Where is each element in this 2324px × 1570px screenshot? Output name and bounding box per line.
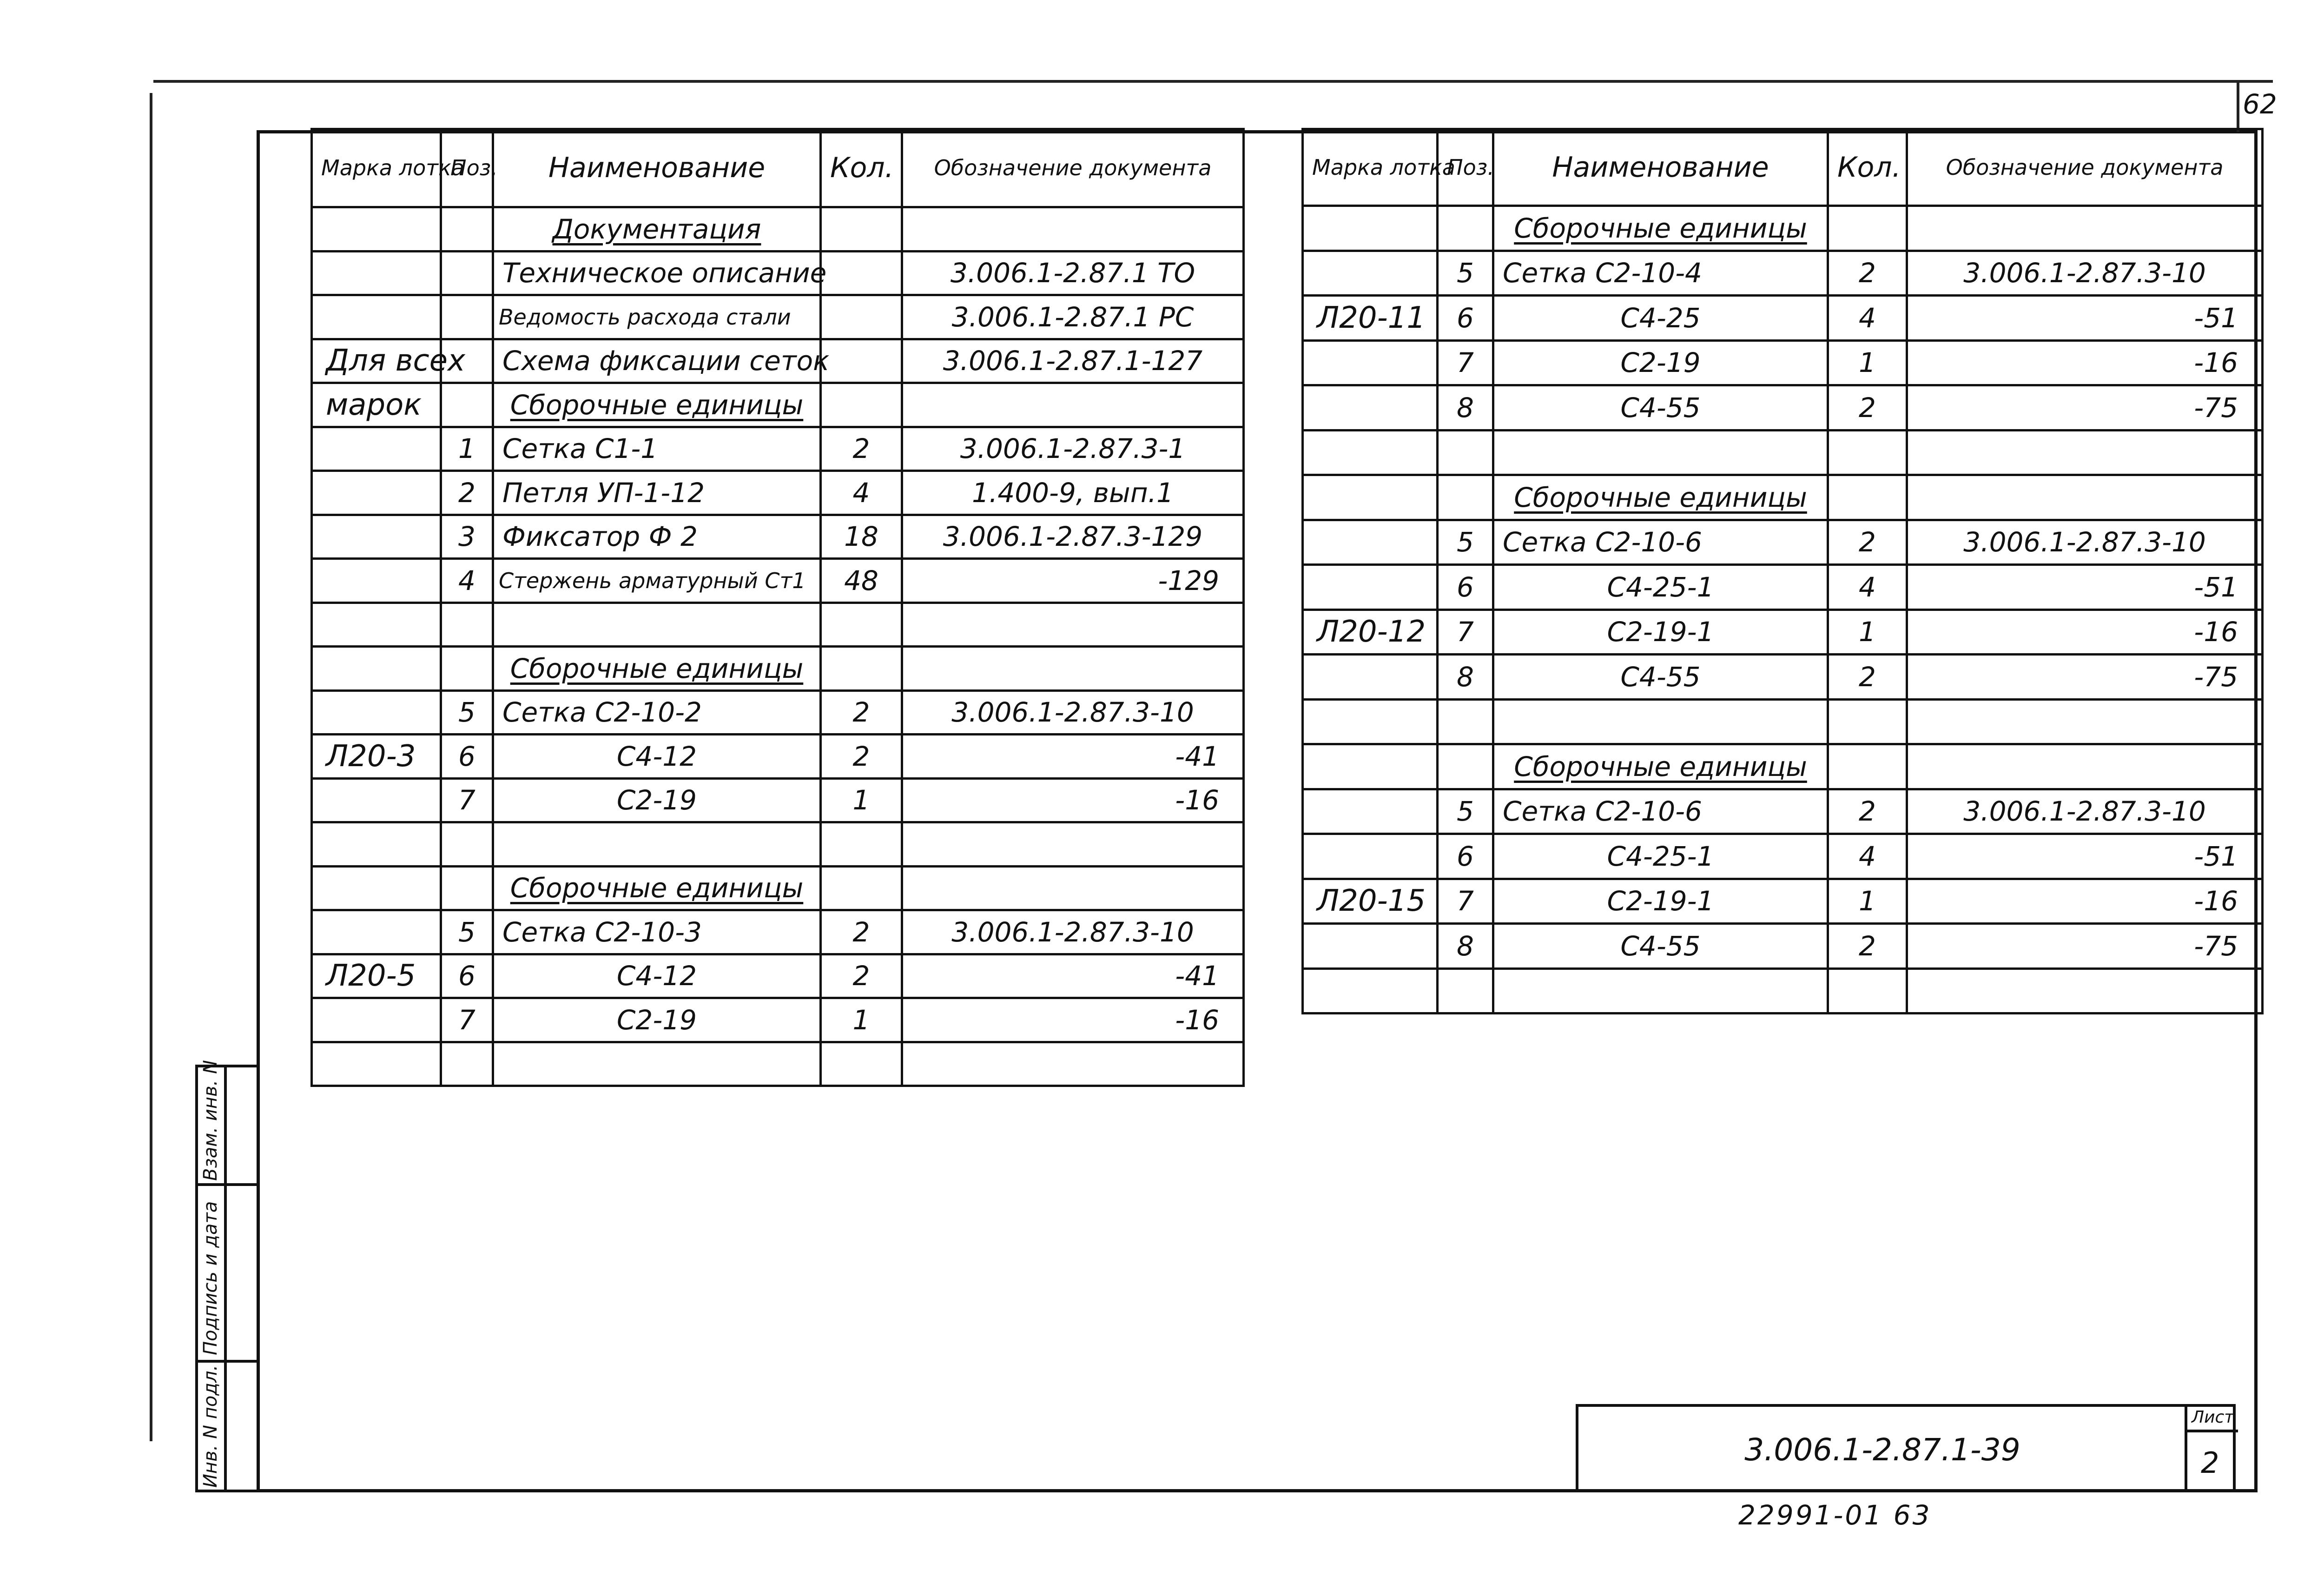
row-doc: 3.006.1-2.87.3-10 <box>1907 789 2263 834</box>
row-mark <box>1303 924 1438 969</box>
row-name: С4-25-1 <box>1493 565 1828 610</box>
row-mark: Для всех <box>312 339 441 383</box>
row-qty <box>821 339 902 383</box>
table-row <box>312 471 1244 515</box>
table-row <box>312 735 1244 779</box>
table-row <box>1303 206 2263 251</box>
row-mark <box>312 515 441 559</box>
row-qty <box>1828 699 1907 744</box>
table-row <box>1303 655 2263 700</box>
row-doc <box>902 866 1244 910</box>
row-qty: 2 <box>821 910 902 954</box>
row-qty: 2 <box>1828 385 1907 431</box>
row-pos: 8 <box>1438 385 1493 431</box>
row-name: С2-19 <box>493 778 821 822</box>
signature-date-label: Подпись и дата <box>200 1201 221 1355</box>
row-name: Сборочные единицы <box>493 647 821 691</box>
row-qty: 1 <box>1828 340 1907 385</box>
row-doc: 3.006.1-2.87.1 РС <box>902 295 1244 339</box>
row-mark <box>1303 251 1438 296</box>
side-stamp-row-line <box>195 1183 257 1186</box>
row-doc <box>1907 968 2263 1014</box>
row-qty: 1 <box>821 998 902 1042</box>
row-doc: 3.006.1-2.87.3-10 <box>1907 251 2263 296</box>
row-pos: 7 <box>441 998 493 1042</box>
row-pos: 5 <box>1438 251 1493 296</box>
row-mark <box>312 295 441 339</box>
table-header-row <box>1303 129 2263 206</box>
row-qty: 2 <box>1828 789 1907 834</box>
table-header-row <box>312 129 1244 207</box>
row-qty <box>1828 744 1907 789</box>
row-doc <box>1907 475 2263 520</box>
row-doc: -16 <box>1907 609 2263 655</box>
row-pos: 6 <box>1438 565 1493 610</box>
row-mark <box>312 207 441 252</box>
row-mark <box>312 251 441 295</box>
table-row <box>312 559 1244 603</box>
row-name: С2-19-1 <box>1493 609 1828 655</box>
table-row <box>1303 565 2263 610</box>
row-name: С4-55 <box>1493 924 1828 969</box>
row-pos <box>1438 968 1493 1014</box>
table-row <box>1303 699 2263 744</box>
row-doc: -41 <box>902 954 1244 998</box>
table-row <box>1303 430 2263 475</box>
binding-edge-line <box>150 93 152 1441</box>
row-mark <box>312 866 441 910</box>
row-qty <box>1828 430 1907 475</box>
row-name: Сборочные единицы <box>493 866 821 910</box>
row-pos: 4 <box>441 559 493 603</box>
row-pos: 5 <box>1438 520 1493 565</box>
row-pos <box>1438 699 1493 744</box>
row-name: Фиксатор Ф 2 <box>493 515 821 559</box>
row-doc <box>1907 744 2263 789</box>
row-name: Сетка С2-10-6 <box>1493 520 1828 565</box>
row-doc <box>902 383 1244 427</box>
row-name: Техническое описание <box>493 251 821 295</box>
row-pos: 3 <box>441 515 493 559</box>
row-doc: -75 <box>1907 655 2263 700</box>
row-name: Сборочные единицы <box>1493 475 1828 520</box>
row-mark <box>312 559 441 603</box>
row-mark <box>1303 655 1438 700</box>
row-doc <box>1907 699 2263 744</box>
row-qty: 4 <box>1828 565 1907 610</box>
row-pos: 6 <box>441 954 493 998</box>
row-doc: 3.006.1-2.87.3-10 <box>902 690 1244 735</box>
row-mark <box>312 603 441 647</box>
row-pos: 6 <box>1438 296 1493 341</box>
row-qty: 2 <box>1828 655 1907 700</box>
row-name <box>1493 699 1828 744</box>
table-row <box>1303 340 2263 385</box>
row-qty <box>821 251 902 295</box>
side-stamp-row-line <box>195 1360 257 1363</box>
table-row <box>312 954 1244 998</box>
row-mark <box>1303 789 1438 834</box>
table-row <box>1303 385 2263 431</box>
row-doc: 3.006.1-2.87.3-1 <box>902 427 1244 471</box>
row-doc: 1.400-9, вып.1 <box>902 471 1244 515</box>
row-qty: 2 <box>1828 520 1907 565</box>
spec-table-right <box>1301 128 2264 1014</box>
row-mark <box>1303 385 1438 431</box>
row-doc <box>902 603 1244 647</box>
table-row <box>1303 789 2263 834</box>
row-doc: 3.006.1-2.87.1 ТО <box>902 251 1244 295</box>
row-name: Петля УП-1-12 <box>493 471 821 515</box>
table-row <box>312 339 1244 383</box>
row-mark <box>312 1042 441 1086</box>
col-header-name: Наименование <box>1493 129 1828 206</box>
row-doc <box>902 822 1244 867</box>
row-qty <box>821 866 902 910</box>
row-qty <box>821 295 902 339</box>
row-mark <box>1303 430 1438 475</box>
row-qty <box>821 647 902 691</box>
row-name <box>493 822 821 867</box>
col-header-doc: Обозначение документа <box>902 129 1244 207</box>
row-pos: 5 <box>441 910 493 954</box>
table-row <box>312 690 1244 735</box>
row-pos <box>1438 430 1493 475</box>
table-row <box>1303 520 2263 565</box>
row-qty <box>1828 968 1907 1014</box>
table-row <box>312 515 1244 559</box>
row-mark <box>312 998 441 1042</box>
row-doc: -75 <box>1907 924 2263 969</box>
row-mark <box>312 778 441 822</box>
sheet-number: 62 <box>2243 88 2277 120</box>
row-name: С4-55 <box>1493 655 1828 700</box>
row-pos <box>441 647 493 691</box>
row-qty <box>1828 475 1907 520</box>
table-row <box>1303 879 2263 924</box>
table-row <box>1303 251 2263 296</box>
row-pos <box>1438 744 1493 789</box>
row-qty: 1 <box>1828 879 1907 924</box>
row-mark: Л20-3 <box>312 735 441 779</box>
row-name: Сетка С2-10-6 <box>1493 789 1828 834</box>
table-row <box>312 295 1244 339</box>
row-mark <box>1303 206 1438 251</box>
row-qty: 2 <box>1828 251 1907 296</box>
row-pos: 7 <box>1438 609 1493 655</box>
row-name: С4-25-1 <box>1493 834 1828 879</box>
row-doc: 3.006.1-2.87.1-127 <box>902 339 1244 383</box>
row-doc <box>1907 206 2263 251</box>
row-pos <box>441 251 493 295</box>
row-pos: 5 <box>441 690 493 735</box>
sheet-label: Лист <box>2192 1408 2234 1427</box>
row-name: Сетка С2-10-4 <box>1493 251 1828 296</box>
table-row <box>1303 744 2263 789</box>
row-name: Сетка С2-10-3 <box>493 910 821 954</box>
table-row <box>312 910 1244 954</box>
row-doc <box>902 1042 1244 1086</box>
row-mark <box>312 690 441 735</box>
row-mark: Л20-15 <box>1303 879 1438 924</box>
table-row <box>1303 834 2263 879</box>
document-code: 3.006.1-2.87.1-39 <box>1744 1432 2020 1468</box>
row-pos <box>441 383 493 427</box>
row-qty <box>821 207 902 252</box>
row-pos <box>441 603 493 647</box>
spec-table-left <box>310 128 1245 1087</box>
row-name: С2-19 <box>1493 340 1828 385</box>
table-row <box>312 647 1244 691</box>
col-header-doc: Обозначение документа <box>1907 129 2263 206</box>
row-pos <box>1438 206 1493 251</box>
row-name: С4-12 <box>493 954 821 998</box>
row-doc: -75 <box>1907 385 2263 431</box>
row-mark <box>312 910 441 954</box>
row-qty <box>821 822 902 867</box>
table-row <box>312 778 1244 822</box>
row-pos <box>1438 475 1493 520</box>
row-doc: -16 <box>1907 340 2263 385</box>
sheet-top-line <box>153 80 2273 83</box>
row-mark <box>1303 520 1438 565</box>
row-pos <box>441 866 493 910</box>
row-name: Сборочные единицы <box>1493 744 1828 789</box>
row-qty: 2 <box>1828 924 1907 969</box>
row-mark <box>312 471 441 515</box>
row-name <box>1493 430 1828 475</box>
row-qty: 2 <box>821 690 902 735</box>
row-name: С4-25 <box>1493 296 1828 341</box>
row-mark <box>1303 475 1438 520</box>
col-header-mark: Марка лотка <box>312 129 441 207</box>
table-row <box>312 207 1244 252</box>
row-mark: Л20-12 <box>1303 609 1438 655</box>
row-qty: 48 <box>821 559 902 603</box>
row-qty: 4 <box>1828 834 1907 879</box>
replace-inv-label: Взам. инв. N <box>200 1060 221 1181</box>
row-pos: 1 <box>441 427 493 471</box>
row-name: Ведомость расхода стали <box>493 295 821 339</box>
table-row <box>312 866 1244 910</box>
row-name <box>493 1042 821 1086</box>
row-name: Сборочные единицы <box>1493 206 1828 251</box>
row-qty <box>821 383 902 427</box>
table-row <box>1303 475 2263 520</box>
row-doc <box>1907 430 2263 475</box>
row-pos: 8 <box>1438 655 1493 700</box>
table-row <box>312 383 1244 427</box>
row-qty: 2 <box>821 735 902 779</box>
row-doc: -41 <box>902 735 1244 779</box>
col-header-mark: Марка лотка <box>1303 129 1438 206</box>
row-mark <box>1303 565 1438 610</box>
table-row <box>1303 609 2263 655</box>
row-qty: 4 <box>821 471 902 515</box>
row-doc: -16 <box>902 778 1244 822</box>
row-name: Сборочные единицы <box>493 383 821 427</box>
row-name <box>1493 968 1828 1014</box>
row-qty <box>1828 206 1907 251</box>
col-header-pos: Поз. <box>441 129 493 207</box>
row-pos: 6 <box>1438 834 1493 879</box>
row-name: Стержень арматурный Ст1 <box>493 559 821 603</box>
row-qty: 2 <box>821 954 902 998</box>
row-pos <box>441 1042 493 1086</box>
table-row <box>312 822 1244 867</box>
row-mark <box>1303 834 1438 879</box>
row-pos <box>441 822 493 867</box>
row-pos: 6 <box>441 735 493 779</box>
table-row <box>312 1042 1244 1086</box>
col-header-pos: Поз. <box>1438 129 1493 206</box>
row-doc: -16 <box>902 998 1244 1042</box>
row-doc: -51 <box>1907 834 2263 879</box>
row-doc: 3.006.1-2.87.3-129 <box>902 515 1244 559</box>
table-row <box>1303 296 2263 341</box>
row-pos: 5 <box>1438 789 1493 834</box>
row-doc: -129 <box>902 559 1244 603</box>
row-qty <box>821 1042 902 1086</box>
row-mark: Л20-11 <box>1303 296 1438 341</box>
row-mark <box>1303 699 1438 744</box>
row-name <box>493 603 821 647</box>
row-mark <box>1303 340 1438 385</box>
row-mark <box>1303 744 1438 789</box>
row-doc <box>902 207 1244 252</box>
col-header-qty: Кол. <box>821 129 902 207</box>
table-row <box>1303 924 2263 969</box>
sheet-value: 2 <box>2201 1446 2219 1480</box>
table-row <box>1303 968 2263 1014</box>
row-qty: 1 <box>1828 609 1907 655</box>
row-pos: 7 <box>1438 879 1493 924</box>
row-pos <box>441 207 493 252</box>
table-row <box>312 603 1244 647</box>
row-name: С2-19 <box>493 998 821 1042</box>
inv-number-label: Инв. N подл. <box>200 1365 221 1488</box>
row-name: С2-19-1 <box>1493 879 1828 924</box>
row-doc: -16 <box>1907 879 2263 924</box>
side-stamp-divider <box>224 1065 227 1492</box>
row-name: С4-12 <box>493 735 821 779</box>
row-name: С4-55 <box>1493 385 1828 431</box>
row-mark: Л20-5 <box>312 954 441 998</box>
row-qty: 1 <box>821 778 902 822</box>
row-doc: -51 <box>1907 296 2263 341</box>
row-pos: 7 <box>1438 340 1493 385</box>
row-qty: 2 <box>821 427 902 471</box>
sheet-box-divider <box>2185 1430 2238 1432</box>
row-pos: 7 <box>441 778 493 822</box>
col-header-name: Наименование <box>493 129 821 207</box>
row-qty: 18 <box>821 515 902 559</box>
row-mark <box>312 822 441 867</box>
row-mark <box>312 427 441 471</box>
row-pos <box>441 295 493 339</box>
row-name: Сетка С2-10-2 <box>493 690 821 735</box>
row-name: Сетка С1-1 <box>493 427 821 471</box>
row-name: Документация <box>493 207 821 252</box>
table-row <box>312 251 1244 295</box>
row-mark <box>312 647 441 691</box>
row-doc: 3.006.1-2.87.3-10 <box>1907 520 2263 565</box>
row-qty: 4 <box>1828 296 1907 341</box>
table-row <box>312 427 1244 471</box>
archive-code: 22991-01 63 <box>1738 1499 1932 1531</box>
col-header-qty: Кол. <box>1828 129 1907 206</box>
row-qty <box>821 603 902 647</box>
row-doc: 3.006.1-2.87.3-10 <box>902 910 1244 954</box>
row-doc: -51 <box>1907 565 2263 610</box>
row-name: Схема фиксации сеток <box>493 339 821 383</box>
row-mark: марок <box>312 383 441 427</box>
row-pos: 8 <box>1438 924 1493 969</box>
row-doc <box>902 647 1244 691</box>
table-row <box>312 998 1244 1042</box>
row-pos: 2 <box>441 471 493 515</box>
row-mark <box>1303 968 1438 1014</box>
